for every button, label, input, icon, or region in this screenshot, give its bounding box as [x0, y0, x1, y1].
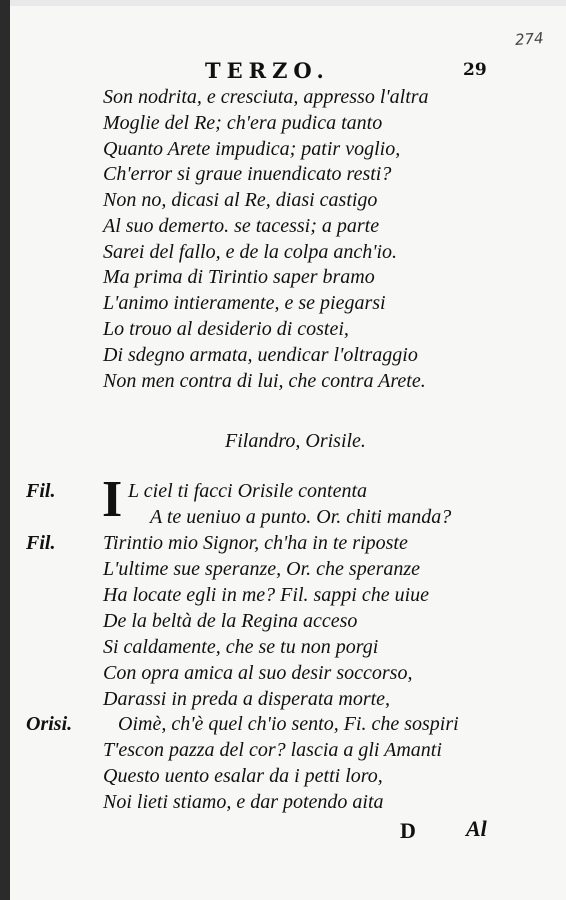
verse-line: L'animo intieramente, e se piegarsi: [103, 292, 386, 314]
running-head: TERZO.: [205, 58, 330, 83]
verse-line: Con opra amica al suo desir soccorso,: [103, 662, 413, 684]
catchword: Al: [466, 816, 487, 841]
scene-heading: Filandro, Orisile.: [225, 430, 366, 452]
book-spine-shadow: [0, 0, 10, 900]
verse-line: Oimè, ch'è quel ch'io sento, Fi. che sospiri: [118, 713, 459, 735]
verse-line: Questo uento esalar da i petti loro,: [103, 765, 383, 787]
verse-line: Noi lieti stiamo, e dar potendo aita: [103, 791, 384, 813]
verse-line: Si caldamente, che se tu non porgi: [103, 636, 379, 658]
verse-line: Ha locate egli in me? Fil. sappi che uiue: [103, 584, 430, 606]
verse-line: L ciel ti facci Orisile contenta: [128, 480, 368, 502]
verse-line: Non no, dicasi al Re, diasi castigo: [103, 189, 378, 211]
page-number: 29: [463, 60, 487, 80]
verse-line: Tirintio mio Signor, ch'ha in te riposte: [103, 532, 408, 554]
verse-line: Sarei del fallo, e de la colpa anch'io.: [103, 241, 398, 263]
verse-line: Son nodrita, e cresciuta, appresso l'altra: [103, 86, 429, 108]
speaker-label: Fil.: [26, 480, 56, 502]
speaker-label: Orisi.: [26, 713, 73, 735]
verse-line: A te ueniuo a punto. Or. chiti manda?: [150, 506, 452, 528]
verse-line: De la beltà de la Regina acceso: [103, 610, 358, 632]
verse-line: T'escon pazza del cor? lascia a gli Amanti: [103, 739, 442, 761]
verse-line: Ch'error si graue inuendicato resti?: [103, 163, 392, 185]
verse-line: Quanto Arete impudica; patir voglio,: [103, 138, 401, 160]
handwritten-folio-note: 274: [514, 29, 545, 49]
verse-line: Darassi in preda a disperata morte,: [103, 688, 391, 710]
signature-mark: D: [400, 818, 416, 843]
verse-line: Ma prima di Tirintio saper bramo: [103, 266, 375, 288]
verse-line: L'ultime sue speranze, Or. che speranze: [103, 558, 421, 580]
verse-line: Non men contra di lui, che contra Arete.: [103, 370, 426, 392]
verse-line: Di sdegno armata, uendicar l'oltraggio: [103, 344, 418, 366]
verse-line: Moglie del Re; ch'era pudica tanto: [103, 112, 383, 134]
verse-line: Lo trouo al desiderio di costei,: [103, 318, 349, 340]
verse-line: Al suo demerto. se tacessi; a parte: [103, 215, 380, 237]
speaker-label: Fil.: [26, 532, 56, 554]
drop-cap-initial: I: [102, 471, 123, 528]
